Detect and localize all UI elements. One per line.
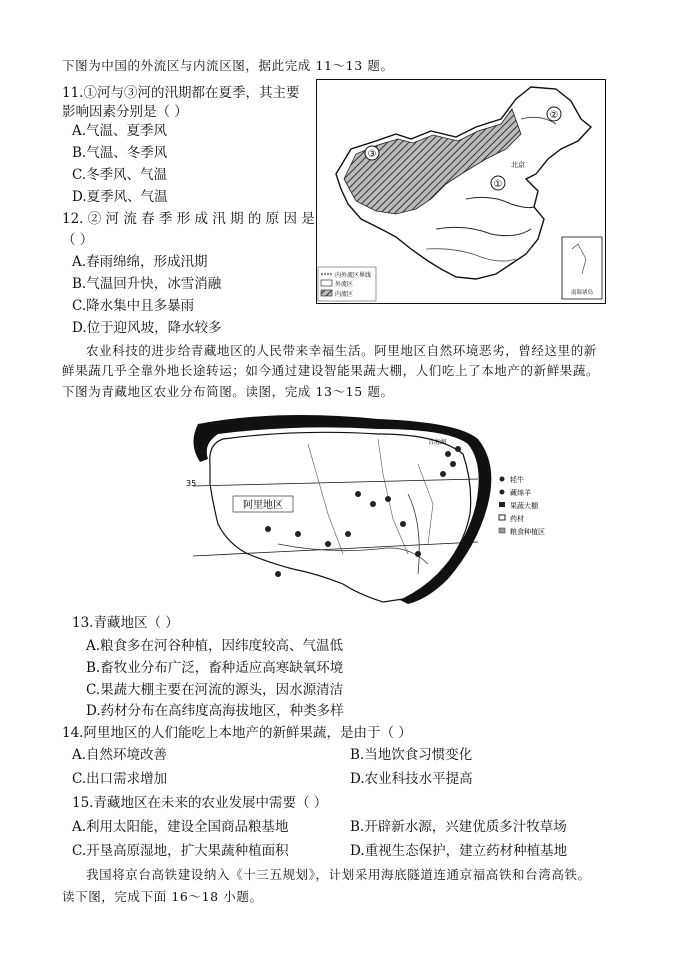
map1-label-2: ②	[549, 110, 559, 121]
q12-stem-cont: （ ）	[62, 232, 94, 248]
q15-option-d[interactable]: D.重视生态保护，建立药材种植基地	[350, 843, 568, 859]
map1-inset-label: 南海诸岛	[570, 290, 594, 296]
q14-option-a[interactable]: A.自然环境改善	[72, 747, 168, 763]
qinghai-tibet-map	[178, 404, 558, 609]
intro-text: 下图为中国的外流区与内流区图，据此完成 11～13 题。	[62, 58, 394, 73]
q13-option-b[interactable]: B.畜牧业分布广泛，畜种适应高寒缺氧环境	[86, 660, 344, 676]
map2-top-right-label: 青海湖	[428, 439, 447, 446]
q14-option-c[interactable]: C.出口需求增加	[72, 771, 168, 787]
q11-stem: 11.①河与③河的汛期都在夏季，其主要	[62, 85, 300, 101]
q13-option-d[interactable]: D.药材分布在高纬度高海拔地区，种类多样	[86, 703, 344, 719]
q13-option-c[interactable]: C.果蔬大棚主要在河流的源头，因水源清洁	[86, 682, 344, 698]
map2-legend-greenhouse: 果蔬大棚	[510, 502, 538, 510]
q12-option-a[interactable]: A.春雨绵绵，形成汛期	[72, 254, 208, 270]
q12-option-c[interactable]: C.降水集中且多暴雨	[72, 298, 195, 314]
china-drainage-map	[316, 79, 606, 304]
q15-stem: 15.青藏地区在未来的农业发展中需要（ ）	[72, 795, 328, 811]
q11-stem-cont: 影响因素分别是（ ）	[62, 104, 188, 120]
q15-option-c[interactable]: C.开垦高原湿地，扩大果蔬种植面积	[72, 843, 289, 859]
map2-legend-sheep: 藏绵羊	[510, 489, 531, 497]
q13-option-a[interactable]: A.粮食多在河谷种植，因纬度较高、气温低	[86, 638, 344, 654]
map2-ali-label: 阿里地区	[243, 500, 283, 511]
q15-option-a[interactable]: A.利用太阳能，建设全国商品粮基地	[72, 819, 289, 835]
q11-option-a[interactable]: A.气温、夏季风	[72, 123, 168, 139]
map1-label-1: ①	[493, 179, 503, 190]
q11-option-c[interactable]: C.冬季风、气温	[72, 167, 168, 183]
map1-legend-boundary: 内外流区界线	[335, 272, 372, 279]
q12-stem: 12. ② 河 流 春 季 形 成 汛 期 的 原 因 是	[62, 211, 315, 227]
para2-line3: 下图为青藏地区农业分布简图。读图，完成 13～15 题。	[62, 384, 394, 399]
map1-legend-interior: 内流区	[335, 291, 354, 298]
q11-option-d[interactable]: D.夏季风、气温	[72, 189, 168, 205]
para3-line1: 我国将京台高铁建设纳入《十三五规划》，计划采用海底隧道连通京福高铁和台湾高铁。	[86, 867, 591, 882]
q12-option-d[interactable]: D.位于迎风坡，降水较多	[72, 320, 222, 336]
map1-legend-exterior: 外流区	[335, 281, 354, 288]
q15-option-b[interactable]: B.开辟新水源，兴建优质多汁牧草场	[350, 819, 567, 835]
q14-option-b[interactable]: B.当地饮食习惯变化	[350, 747, 473, 763]
map1-city-beijing: 北京	[511, 161, 525, 169]
para3-line2: 读下图，完成下面 16～18 小题。	[62, 889, 263, 904]
map1-label-3: ③	[367, 149, 377, 160]
map2-legend-herb: 药材	[510, 515, 524, 523]
map2-lat-label: 35	[186, 479, 197, 488]
q11-option-b[interactable]: B.气温、冬季风	[72, 145, 168, 161]
q14-stem: 14.阿里地区的人们能吃上本地产的新鲜果蔬，是由于（ ）	[62, 725, 412, 741]
para2-line1: 农业科技的进步给青藏地区的人民带来幸福生活。阿里地区自然环境恶劣，曾经这里的新	[86, 343, 597, 358]
map2-legend-yak: 牦牛	[510, 476, 524, 484]
map2-legend-grain: 粮食种植区	[510, 528, 545, 536]
para2-line2: 鲜果蔬几乎全靠外地长途转运；如今通过建设智能果蔬大棚，人们吃上了本地产的新鲜果蔬。	[62, 363, 600, 378]
q12-option-b[interactable]: B.气温回升快，冰雪消融	[72, 276, 222, 292]
q14-option-d[interactable]: D.农业科技水平提高	[350, 771, 473, 787]
map2-legend	[499, 475, 545, 536]
q13-stem: 13.青藏地区（ ）	[72, 615, 179, 631]
